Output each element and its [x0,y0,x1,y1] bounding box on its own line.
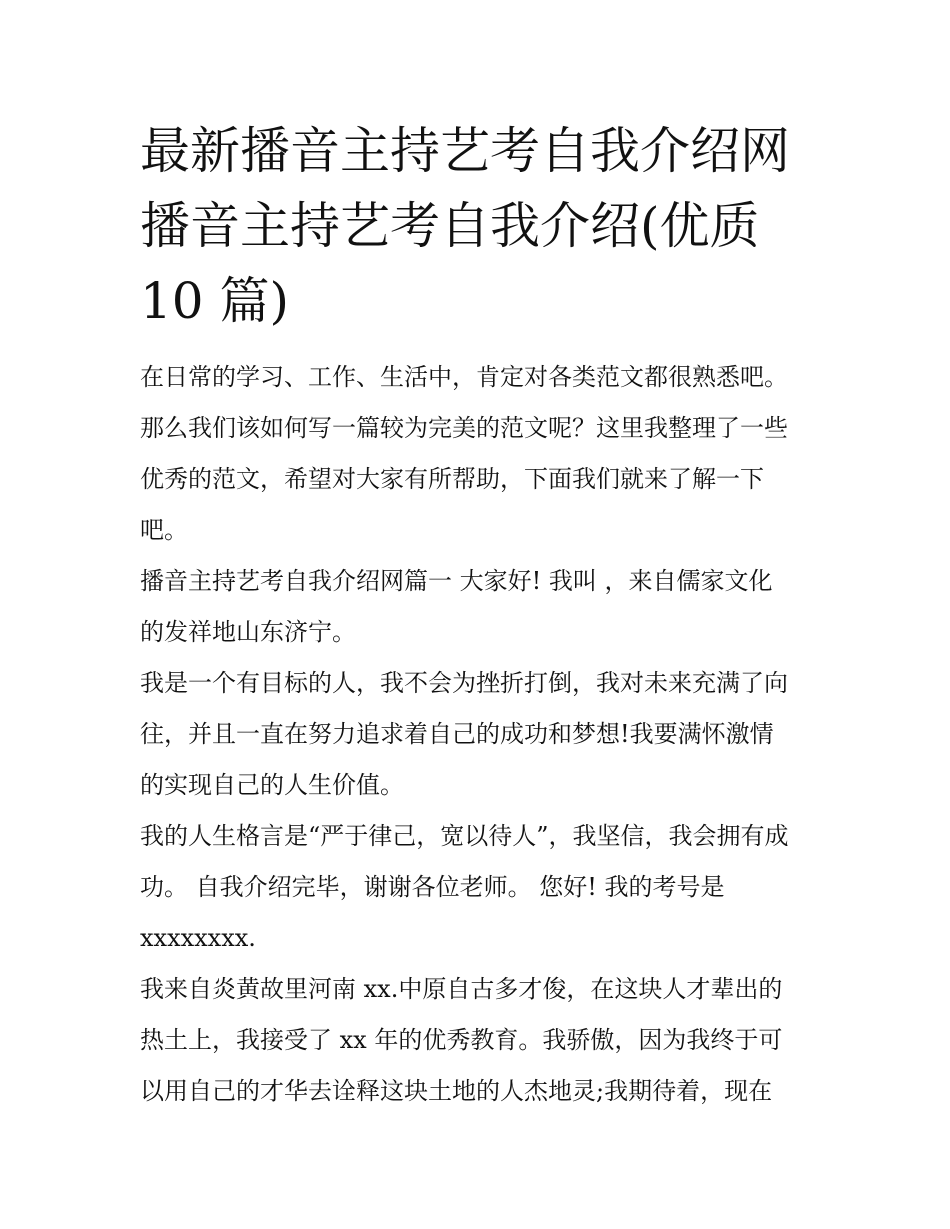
paragraph-hometown: 我来自炎黄故里河南 xx.中原自古多才俊，在这块人才辈出的 热土上，我接受了 xx 年的优秀教育。我骄傲，因为我终于可 以用自己的才华去诠释这块土地的人杰地灵;我期待着，现在 [140,975,783,1105]
paragraph-intro: 在日常的学习、工作、生活中，肯定对各类范文都很熟悉吧。 那么我们该如何写一篇较为完美的范文呢？这里我整理了一些 优秀的范文，希望对大家有所帮助，下面我们就来了解一下 吧。 [140,363,788,544]
document-title: 最新播音主持艺考自我介绍网 播音主持艺考自我介绍(优质 10 篇) [140,122,790,330]
paragraph-goals: 我是一个有目标的人，我不会为挫折打倒，我对未来充满了向 往，并且一直在努力追求着自己的成功和梦想!我要满怀激情 的实现自己的人生价值。 [140,669,788,799]
paragraph-motto: 我的人生格言是“严于律己，宽以待人”，我坚信，我会拥有成 功。 自我介绍完毕，谢谢各位老师。 您好! 我的考号是 xxxxxxxx. [140,822,789,952]
document-body [140,352,840,1117]
paragraph-greeting: 播音主持艺考自我介绍网篇一 大家好! 我叫 ，来自儒家文化 的发祥地山东济宁。 [140,567,773,646]
